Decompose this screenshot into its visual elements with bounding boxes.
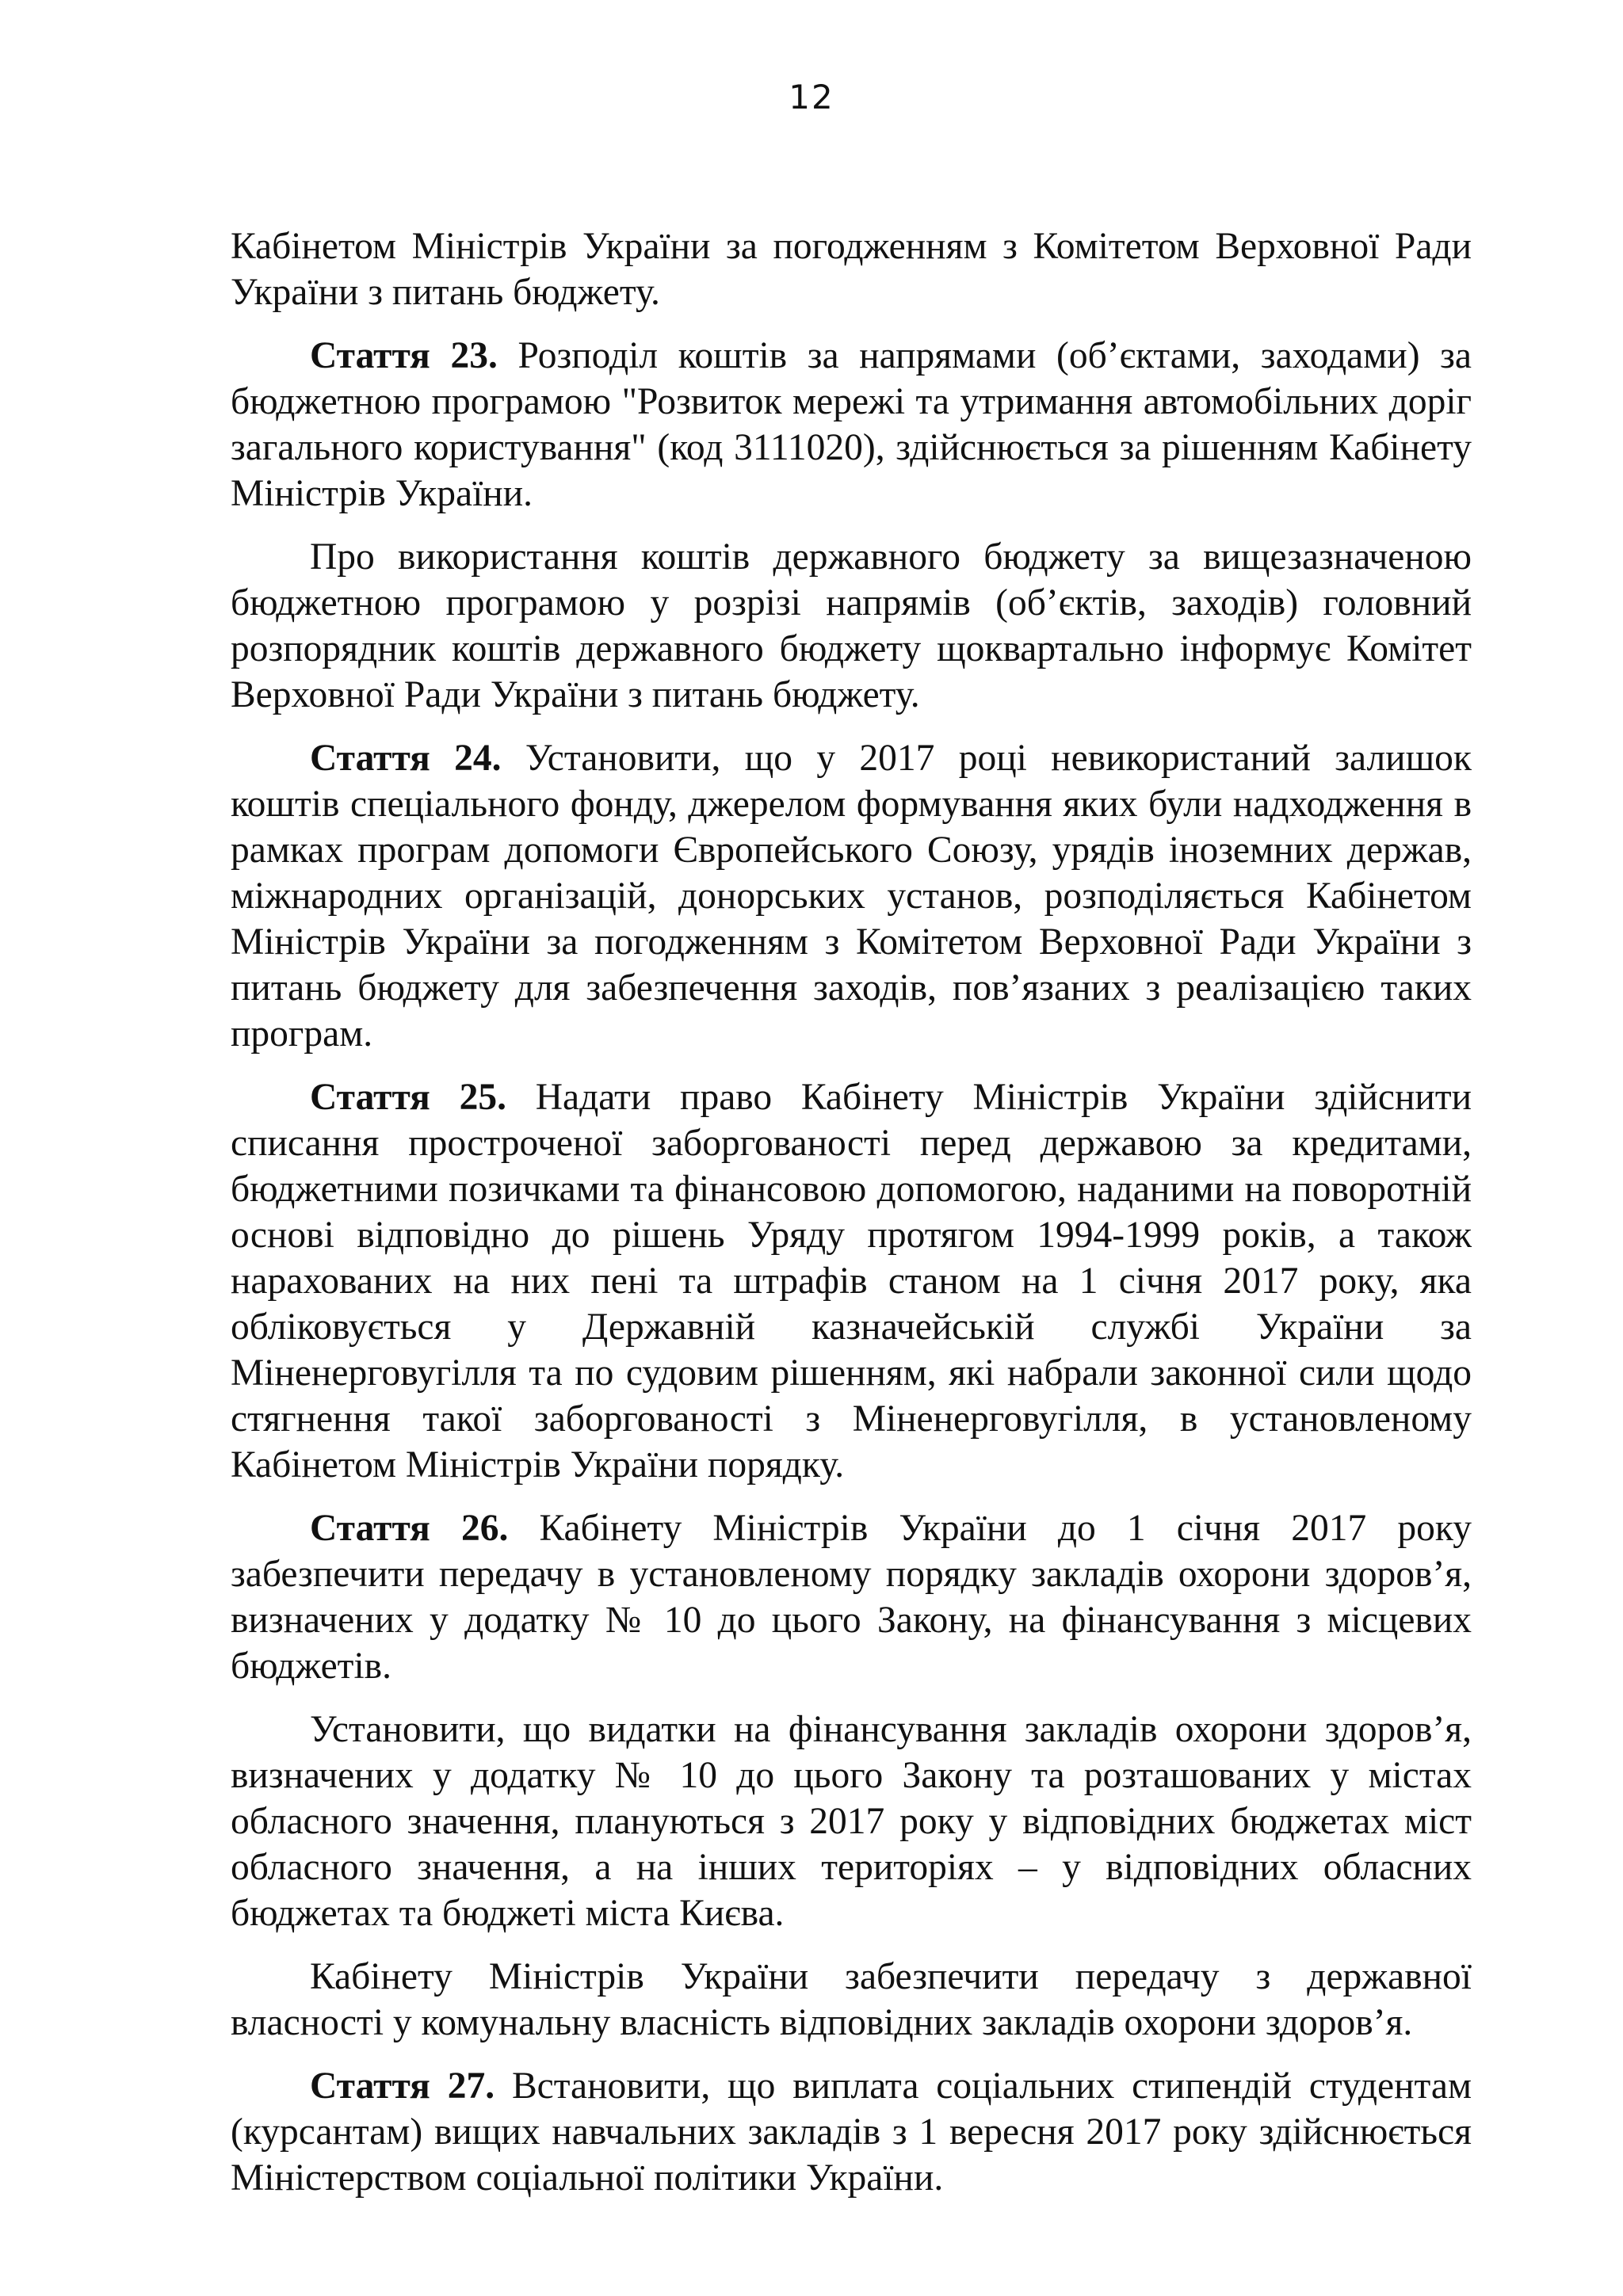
document-body [231,223,1472,2218]
paragraph-text: Кабінету Міністрів України забезпечити передачу з державної власності у комунальну власність відповідних закладів охорони здоров’я. [231,1956,1472,2043]
article-heading: Стаття 27. [310,2065,495,2107]
article-27 [231,2063,1472,2201]
paragraph [231,534,1472,718]
article-26 [231,1505,1472,1689]
article-24 [231,735,1472,1057]
paragraph-text: Кабінетом Міністрів України за погодженням з Комітетом Верховної Ради України з питань бюджету. [231,226,1472,313]
article-25 [231,1074,1472,1488]
article-heading: Стаття 25. [310,1077,506,1118]
paragraph-text: Встановити, що виплата соціальних стипендій студентам (курсантам) вищих навчальних закладів з 1 вересня 2017 року здійснюється Міністерством соціальної політики України. [231,2065,1472,2199]
paragraph-text: Надати право Кабінету Міністрів України здійснити списання простроченої заборгованості перед державою за кредитами, бюджетними позичками та фінансовою допомогою, наданими на поворотній основі відповідно до рішень Уряду протягом 1994-1999 років, а також нарахованих на них пені та штрафів станом на 1 січня 2017 року, яка обліковується у Державній казначейській службі України за Міненерговугілля та по судовим рішенням, які набрали законної сили щодо стягнення такої заборгованості з Міненерговугілля, в установленому Кабінетом Міністрів України порядку. [231,1077,1472,1486]
paragraph [231,1954,1472,2046]
paragraph-text: Про використання коштів державного бюджету за вищезазначеною бюджетною програмою у розрізі напрямів (об’єктів, заходів) головний розпорядник коштів державного бюджету щоквартально інформує Комітет Верховної Ради України з питань бюджету. [231,536,1472,715]
paragraph-text: Розподіл коштів за напрямами (об’єктами, заходами) за бюджетною програмою "Розвиток мережі та утримання автомобільних доріг загального користування" (код 3111020), здійснюється за рішенням Кабінету Міністрів України. [231,335,1472,514]
paragraph-text: Кабінету Міністрів України до 1 січня 2017 року забезпечити передачу в установленому порядку закладів охорони здоров’я, визначених у додатку № 10 до цього Закону, на фінансування з місцевих бюджетів. [231,1508,1472,1687]
paragraph-continuation [231,223,1472,315]
article-23 [231,333,1472,517]
paragraph [231,1707,1472,1936]
article-heading: Стаття 26. [310,1508,509,1549]
article-heading: Стаття 23. [310,335,498,376]
page-number: 12 [789,78,834,116]
paragraph-text: Установити, що у 2017 році невикористаний залишок коштів спеціального фонду, джерелом формування яких були надходження в рамках програм допомоги Європейського Союзу, урядів іноземних держав, міжнародних організацій, донорських установ, розподіляється Кабінетом Міністрів України за погодженням з Комітетом Верховної Ради України з питань бюджету для забезпечення заходів, пов’язаних з реалізацією таких програм. [231,738,1472,1055]
article-heading: Стаття 24. [310,738,502,779]
paragraph-text: Установити, що видатки на фінансування закладів охорони здоров’я, визначених у додатку № 10 до цього Закону та розташованих у містах обласного значення, плануються з 2017 року у відповідних бюджетах міст обласного значення, а на інших територіях – у відповідних обласних бюджетах та бюджеті міста Києва. [231,1709,1472,1934]
